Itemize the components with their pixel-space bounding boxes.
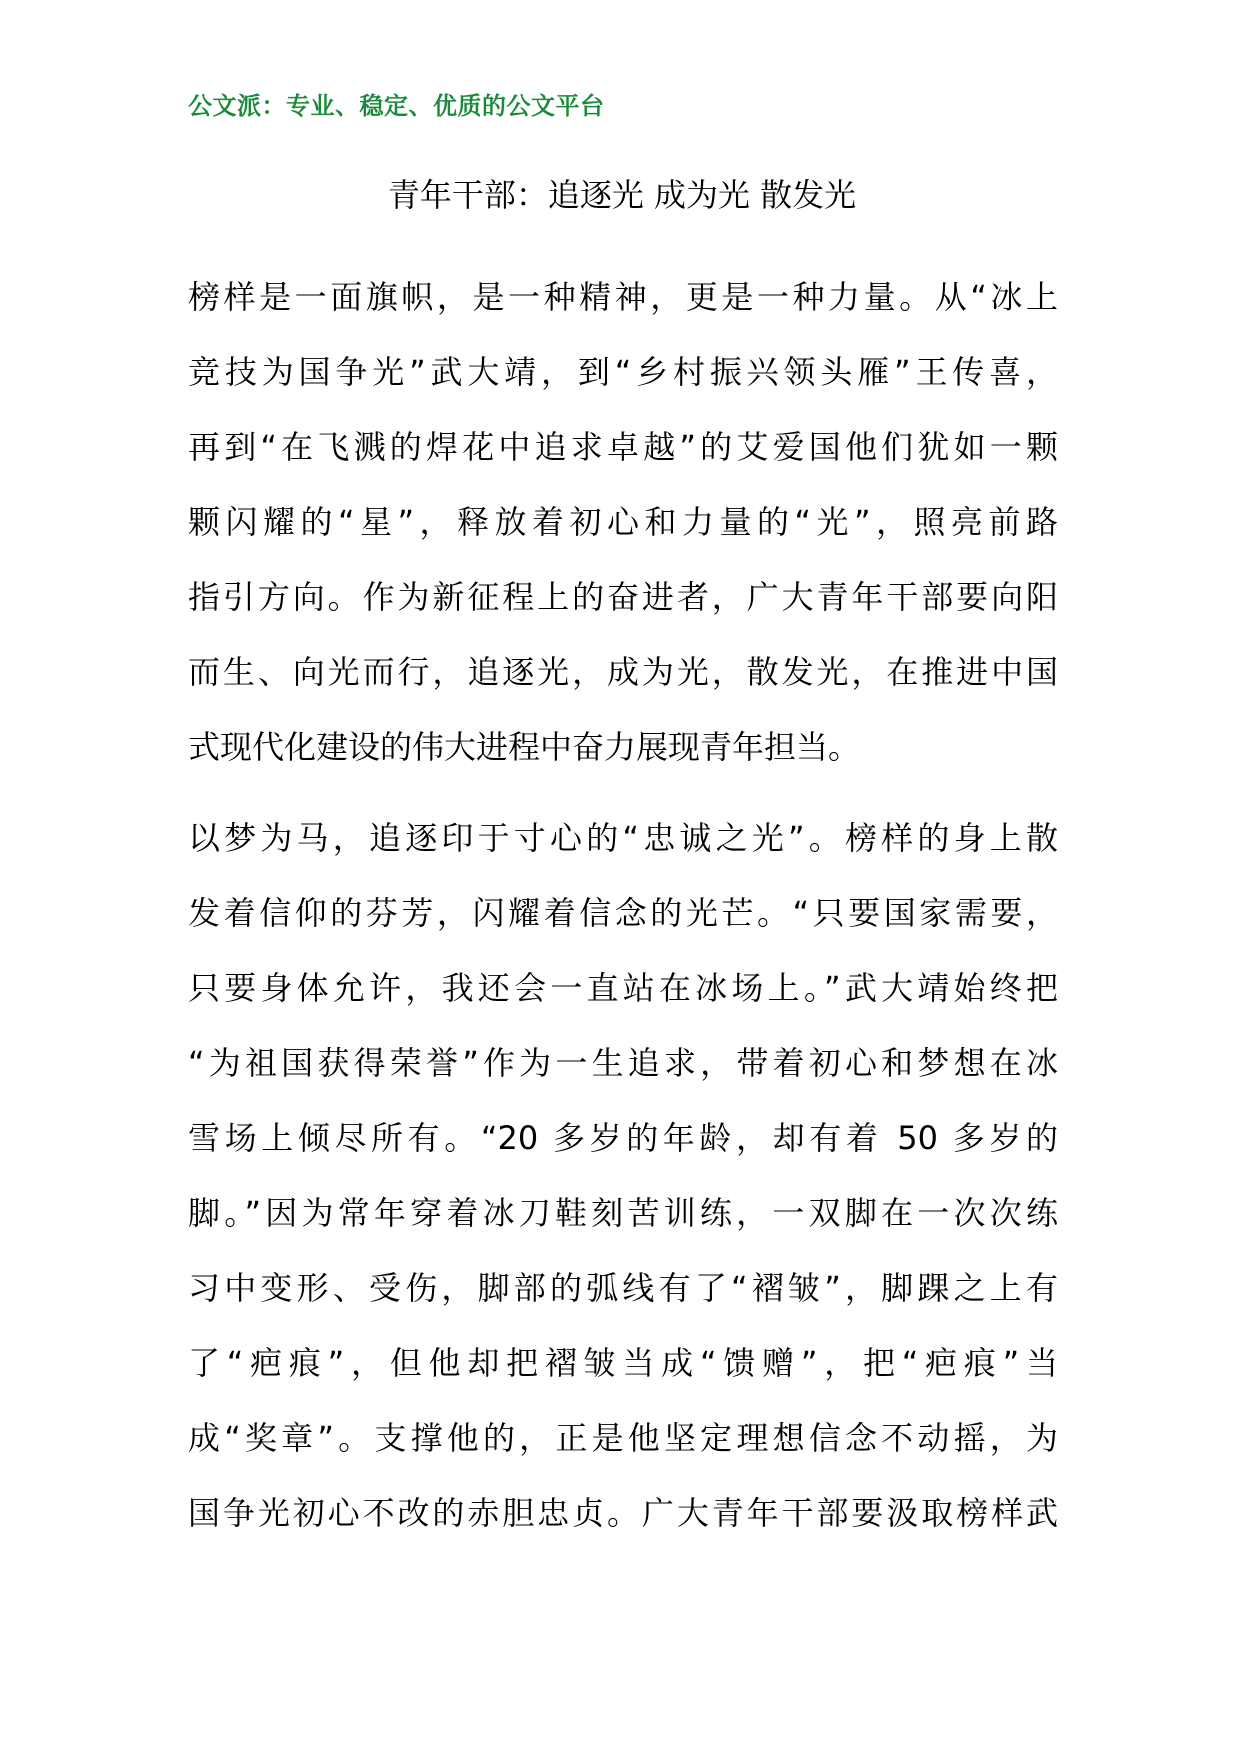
text-line: 指引方向。作为新征程上的奋进者，广大青年干部要向阳 [188,578,1058,616]
text-line: 以梦为马，追逐印于寸心的“忠诚之光”。榜样的身上散 [188,819,1058,857]
paragraph-2 [188,801,1058,1551]
text-line: 再到“在飞溅的焊花中追求卓越”的艾爱国他们犹如一颗 [188,428,1058,466]
text-line: 成“奖章”。支撑他的，正是他坚定理想信念不动摇，为 [188,1419,1058,1457]
text-line: 式现代化建设的伟大进程中奋力展现青年担当。 [188,728,861,766]
text-line: 发着信仰的芬芳，闪耀着信念的光芒。“只要国家需要， [188,894,1058,932]
text-line: 只要身体允许，我还会一直站在冰场上。”武大靖始终把 [188,969,1058,1007]
brand-header: 公文派：专业、稳定、优质的公文平台 [188,91,605,120]
text-line: 习中变形、受伤，脚部的弧线有了“褶皱”，脚踝之上有 [188,1269,1058,1307]
text-line: 竞技为国争光”武大靖，到“乡村振兴领头雁”王传喜， [188,353,1058,391]
text-line: “为祖国获得荣誉”作为一生追求，带着初心和梦想在冰 [188,1044,1058,1082]
text-line: 颗闪耀的“星”，释放着初心和力量的“光”，照亮前路 [188,503,1058,541]
text-line: 脚。”因为常年穿着冰刀鞋刻苦训练，一双脚在一次次练 [188,1194,1058,1232]
text-line: 而生、向光而行，追逐光，成为光，散发光，在推进中国 [188,653,1058,691]
text-line: 国争光初心不改的赤胆忠贞。广大青年干部要汲取榜样武 [188,1494,1058,1532]
text-line: 了“疤痕”，但他却把褶皱当成“馈赠”，把“疤痕”当 [188,1344,1058,1382]
text-line: 榜样是一面旗帜，是一种精神，更是一种力量。从“冰上 [188,278,1058,316]
document-body [188,260,1058,1551]
paragraph-1 [188,260,1058,785]
text-line: 雪场上倾尽所有。“20 多岁的年龄，却有着 50 多岁的 [188,1119,1058,1157]
document-title: 青年干部：追逐光 成为光 散发光 [387,176,857,214]
